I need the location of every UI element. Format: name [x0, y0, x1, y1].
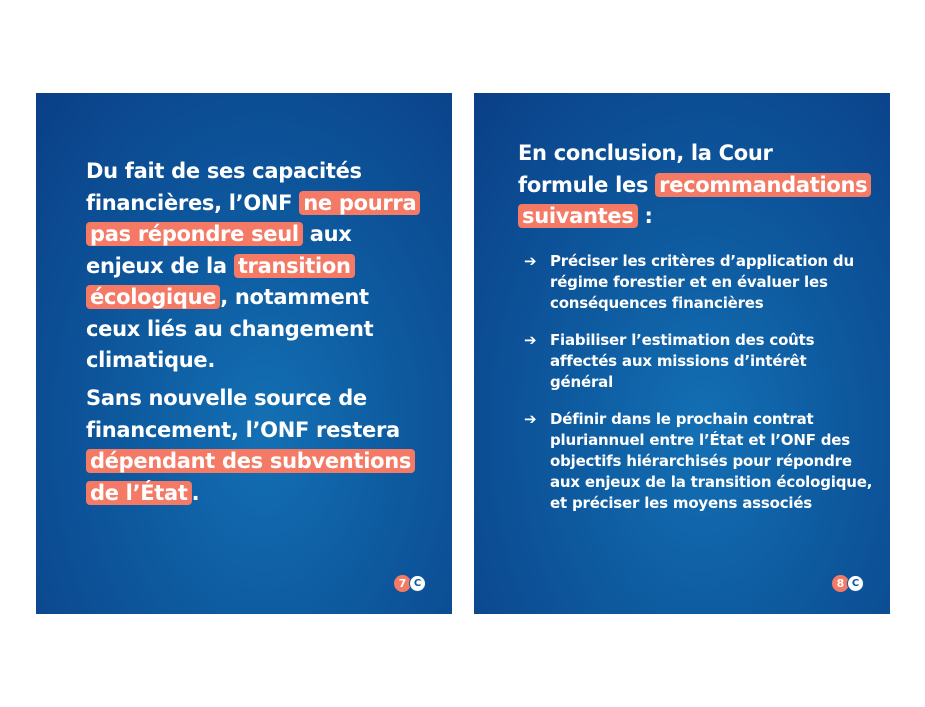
text: En conclusion, la Cour formule les [518, 141, 773, 197]
recommendations-list [524, 251, 874, 530]
text: Du fait de ses capacités financières, l’ONF [86, 159, 362, 215]
slide-7 [36, 93, 452, 614]
arrow-right-icon: ➔ [524, 410, 537, 428]
list-item [524, 409, 874, 514]
highlight-ne-pourra: ne pourra pas répondre seul [86, 191, 420, 247]
cour-logo-icon: C [409, 575, 426, 592]
highlight-transition: transition écologique [86, 254, 355, 310]
text: aux enjeux de la [86, 222, 352, 278]
page-number: 8 [832, 575, 849, 592]
highlight-subventions: dépendant des subventions de l’État [86, 449, 415, 505]
paragraph-financement [86, 383, 426, 509]
text: , notamment ceux liés au changement climatique. [86, 285, 374, 372]
page-badge [832, 574, 866, 592]
text: : [637, 204, 653, 228]
arrow-right-icon: ➔ [524, 331, 537, 349]
page-number: 7 [394, 575, 411, 592]
highlight-recommandations: recommandations suivantes [518, 173, 871, 229]
recommendation-text: Fiabiliser l’estimation des coûts affectés aux missions d’intérêt général [550, 331, 815, 391]
list-item [524, 251, 874, 314]
slide-title [518, 138, 868, 233]
paragraph-capacites [86, 156, 426, 377]
list-item [524, 330, 874, 393]
recommendation-text: Préciser les critères d’application du régime forestier et en évaluer les conséquences financières [550, 252, 854, 312]
text: . [191, 480, 200, 505]
text: Sans nouvelle source de financement, l’ONF restera [86, 386, 400, 442]
arrow-right-icon: ➔ [524, 252, 537, 270]
slide-8 [474, 93, 890, 614]
page-badge [394, 574, 428, 592]
recommendation-text: Définir dans le prochain contrat pluriannuel entre l’État et l’ONF des objectifs hiérarchisés pour répondre aux enjeux de la transition écologique, et préciser les moyens associés [550, 410, 873, 512]
cour-logo-icon: C [847, 575, 864, 592]
